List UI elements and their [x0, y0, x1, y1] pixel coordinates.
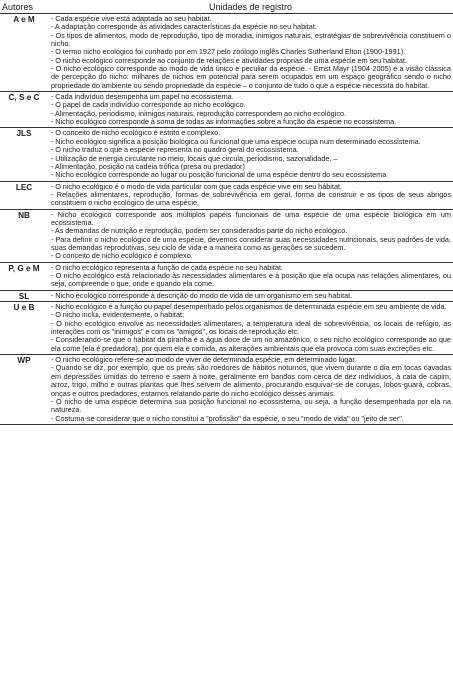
header-units: Unidades de registro [48, 2, 453, 14]
registry-entry: - O nicho ecológico corresponde ao modo de vida único e peculiar da espécie. - Ernst Mayr (1904-2005) e a visão clássica de percepção do nicho: milhares de nichos em potencial para serem ocupados em um espaço geográfico sendo o nicho propriedade do ambiente ou sendo propriedade da espécie – o conjunto de tudo o que a espécie necessita do habitat. [51, 64, 451, 90]
table-body [0, 14, 453, 425]
registry-entry: - Utilização de energia circulante no meio, locais que circula, periodismo, sazonalidade. – [51, 153, 338, 163]
units-cell [48, 355, 453, 425]
registry-entry: - O nicho inclui, evidentemente, o habitat; [51, 310, 185, 320]
registry-table [0, 2, 453, 425]
registry-entry: - O nicho de uma espécie determina sua posição funcional no ecossistema, ou seja, a função desempenhada por ela na natureza. [51, 396, 451, 415]
registry-entry: - O nicho ecológico refere-se ao modo de viver de determinada espécie, em determinado lugar. [51, 355, 357, 365]
registry-entry: - Nicho ecológico corresponde à soma de todas as informações sobre a função da espécie no ecossistema. [51, 117, 397, 127]
registry-entry: - Nicho ecológico corresponde à descrição do modo de vida de um organismo em seu habitat. [51, 290, 353, 300]
table-row [0, 181, 453, 209]
author-cell: U e B [0, 302, 48, 355]
registry-entry: - O nicho traduz o que a espécie representa no quadro geral do ecossistema. [51, 145, 299, 155]
registry-entry: - O nicho ecológico está relacionado às necessidades alimentares e à posição que ela ocupa nas relações alimentares, ou seja, compreende o que, onde e quando ela come. [51, 270, 451, 289]
units-cell [48, 128, 453, 181]
author-cell: C, S e C [0, 92, 48, 128]
registry-entry: - Nicho ecológico é a função ou papel desempenhado pelos organismos de determinada espécie em seu ambiente de vida. [51, 302, 447, 312]
author-cell: NB [0, 209, 48, 262]
units-cell [48, 290, 453, 301]
units-cell [48, 302, 453, 355]
table-row [0, 355, 453, 425]
author-cell: JLS [0, 128, 48, 181]
registry-entry: - Costuma-se considerar que o nicho constitui a "profissão" da espécie, o seu "modo de vida" ou "jeito de ser". [51, 413, 404, 423]
registry-entry: - Nicho ecológico corresponde aos múltiplos papéis funcionais de uma espécie de uma espécie biológica em um ecossistema. [51, 209, 451, 227]
units-cell [48, 14, 453, 92]
registry-entry: - Para definir o nicho ecológico de uma espécie, devemos considerar suas necessidades nutricionais, seus padrões de vida, suas demandas reprodutivas, seu ciclo de vida e a maneira como as gerações se sucedem. [51, 234, 451, 252]
author-cell: WP [0, 355, 48, 425]
table-row [0, 262, 453, 290]
registry-entry: - O conceito de nicho ecológico é complexo. [51, 251, 193, 261]
author-cell: A e M [0, 14, 48, 92]
registry-entry: - As demandas de nutrição e reprodução, podem ser considerados parte do nicho ecológico. [51, 226, 348, 236]
registry-entry: - Relações alimentares, reprodução, formas de sobrevivência em geral, forma de construir e os tipos de seus abrigos constituem o nicho ecológico de uma espécie. [51, 189, 451, 208]
units-cell [48, 262, 453, 290]
registry-entry: - Alimentação, posição na cadeia trófica (presa ou predador) [51, 161, 245, 171]
registry-entry: - Nicho ecológico significa a posição biológica ou funcional que uma espécie ocupa num determinado ecossistema. [51, 136, 421, 146]
header-authors: Autores [0, 2, 48, 14]
table-row [0, 14, 453, 92]
table-row [0, 290, 453, 301]
registry-entry: - A adaptação corresponde às atividades características da espécie no seu habitat. [51, 22, 317, 32]
units-cell [48, 209, 453, 262]
units-cell [48, 92, 453, 128]
table-header-row [0, 2, 453, 14]
registry-entry: - O nicho ecológico envolve as necessidades alimentares, a temperatura ideal de sobrevivência, os locais de refúgio, as interações com os "inimigos" e com os "amigos", os locais de reprodução etc. [51, 318, 451, 337]
table-row [0, 209, 453, 262]
registry-entry: - Os tipos de alimentos, modo de reprodução, tipo de moradia, inimigos naturais, estratégias de sobrevivência constituem o nicho. [51, 30, 451, 49]
table-row [0, 302, 453, 355]
author-cell: LEC [0, 181, 48, 209]
author-cell: SL [0, 290, 48, 301]
registry-entry: - O conceito de nicho ecológico é estrito e complexo. [51, 128, 221, 138]
registry-entry: - O nicho ecológico é o modo de vida particular com que cada espécie vive em seu hábitat. [51, 181, 343, 191]
registry-entry: - O papel de cada indivíduo corresponde ao nicho ecológico. [51, 100, 246, 110]
registry-entry: - O nicho ecológico corresponde ao conjunto de relações e atividades próprias de uma espécie em seu habitat. [51, 55, 407, 65]
registry-entry: - O termo nicho ecológico foi cunhado por em 1927 pelo zoólogo inglês Charles Sutherland Elton (1900-1991). [51, 47, 406, 57]
registry-entry: - Nicho ecológico corresponde ao lugar ou posição funcional de uma espécie dentro do seu ecossistema [51, 170, 387, 180]
units-cell [48, 181, 453, 209]
registry-entry: - Alimentação, periodismo, inimigos naturais, reprodução correspondem ao nicho ecológico. [51, 108, 347, 118]
registry-entry: - Quando se diz, por exemplo, que os preás são roedores de hábitos noturnos, que vivem durante o dia em tocas cavadas em depressões úmidas do terreno e saem à noite, geralmente em bandos com cerca de dez indivíduos, à cata de capim, arroz, trigo, milho e outras plantas que lhes servem de alimento, procurando esquivar-se de corujas, lobos-guará, cobras, onças e outros predadores, estamos relatando parte do nicho ecológico desses animais. [51, 363, 451, 398]
author-cell: P, G e M [0, 262, 48, 290]
registry-entry: - Considerando-se que o habitat da piranha é a água doce de um rio amazônico, o seu nicho ecológico corresponde ao que ela come (ela é predadora), por quem ela é comida, as alterações ambientais que ela provoca com suas excreções etc. [51, 335, 451, 353]
registry-entry: - Cada indivíduo desempenha um papel no ecossistema. [51, 92, 234, 102]
registry-entry: - O nicho ecológico representa a função de cada espécie no seu habitat. [51, 262, 284, 272]
table-row [0, 128, 453, 181]
registry-entry: - Cada espécie vive está adaptada ao seu habitat. [51, 14, 212, 23]
table-row [0, 92, 453, 128]
